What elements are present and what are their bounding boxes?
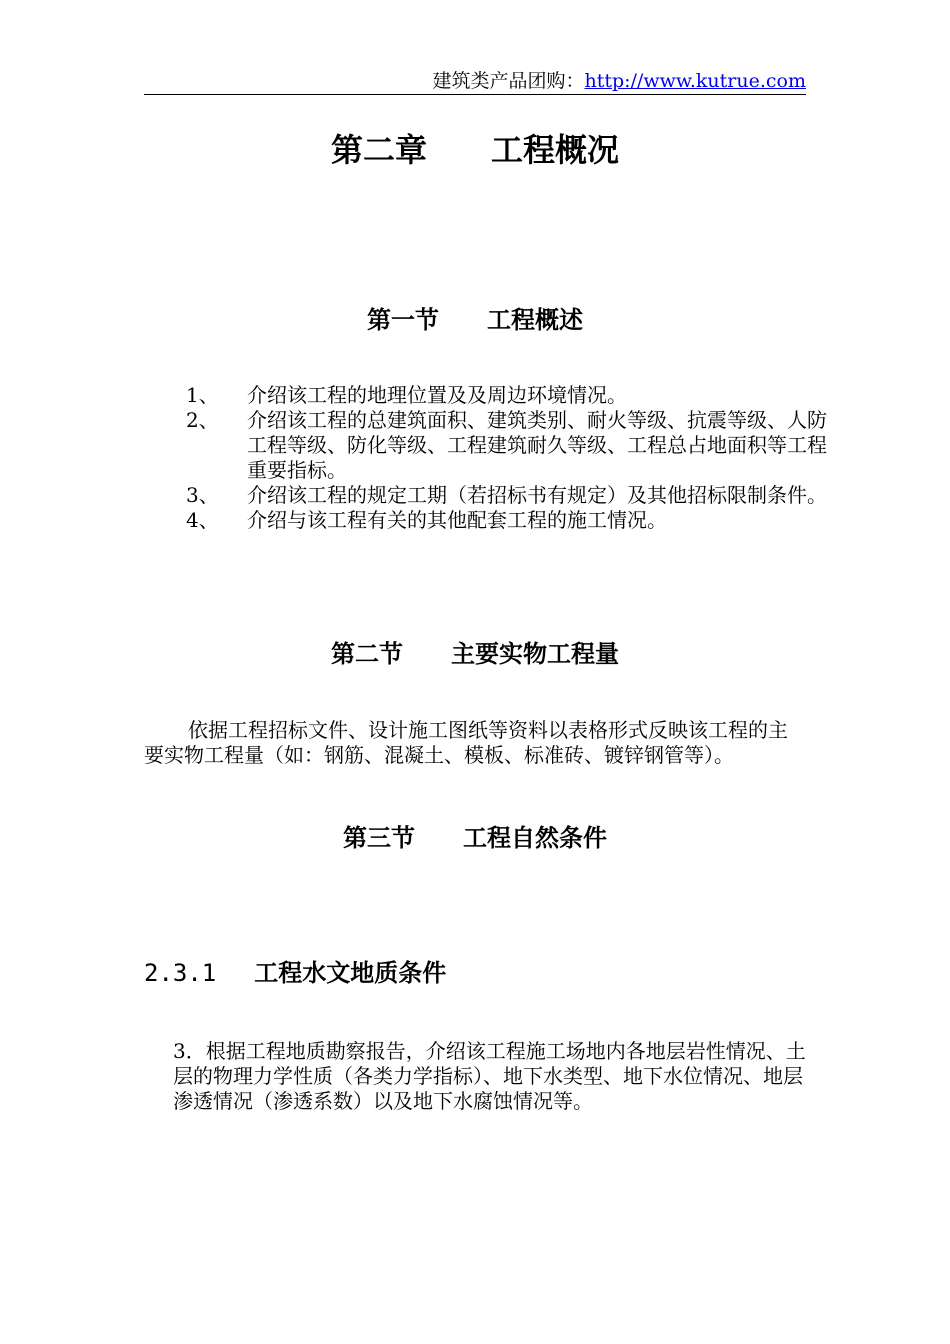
header-divider: [144, 94, 806, 95]
list-item-text: 介绍与该工程有关的其他配套工程的施工情况。: [247, 508, 667, 532]
section-title-1: 第一节 工程概述: [367, 306, 583, 334]
chapter-title: 第二章 工程概况: [330, 131, 619, 169]
list-item: [0, 383, 950, 408]
list-item-text: 介绍该工程的规定工期（若招标书有规定）及其他招标限制条件。: [247, 483, 827, 507]
list-item-text: 介绍该工程的地理位置及及周边环境情况。: [247, 383, 627, 407]
page-header: [432, 68, 806, 94]
section-title-3: 第三节 工程自然条件: [343, 824, 607, 852]
section1-list: [0, 383, 950, 533]
subsection-title: 工程水文地质条件: [254, 959, 447, 987]
list-item-number: 4、: [186, 508, 219, 532]
list-item-number: 3、: [186, 483, 219, 507]
subsection-heading: [144, 957, 446, 989]
header-link[interactable]: http://www.kutrue.com: [584, 70, 806, 92]
header-label: 建筑类产品团购：: [432, 70, 585, 92]
subsection-number: 2.3.1: [144, 959, 217, 987]
list-item-text: 介绍该工程的总建筑面积、建筑类别、耐火等级、抗震等级、人防工程等级、防化等级、工程建筑耐久等级、工程总占地面积等工程重要指标。: [247, 408, 827, 482]
list-item: [0, 508, 950, 533]
list-item-number: 1、: [186, 383, 219, 407]
list-item-number: 2、: [186, 408, 219, 432]
list-item: [0, 408, 950, 483]
section2-paragraph: 依据工程招标文件、设计施工图纸等资料以表格形式反映该工程的主要实物工程量（如：钢筋、混凝土、模板、标准砖、镀锌钢管等）。: [144, 718, 788, 767]
subsection-paragraph: 3．根据工程地质勘察报告，介绍该工程施工场地内各地层岩性情况、土层的物理力学性质（各类力学指标）、地下水类型、地下水位情况、地层渗透情况（渗透系数）以及地下水腐蚀情况等。: [173, 1039, 806, 1113]
list-item: [0, 483, 950, 508]
section-title-2: 第二节 主要实物工程量: [331, 640, 619, 668]
